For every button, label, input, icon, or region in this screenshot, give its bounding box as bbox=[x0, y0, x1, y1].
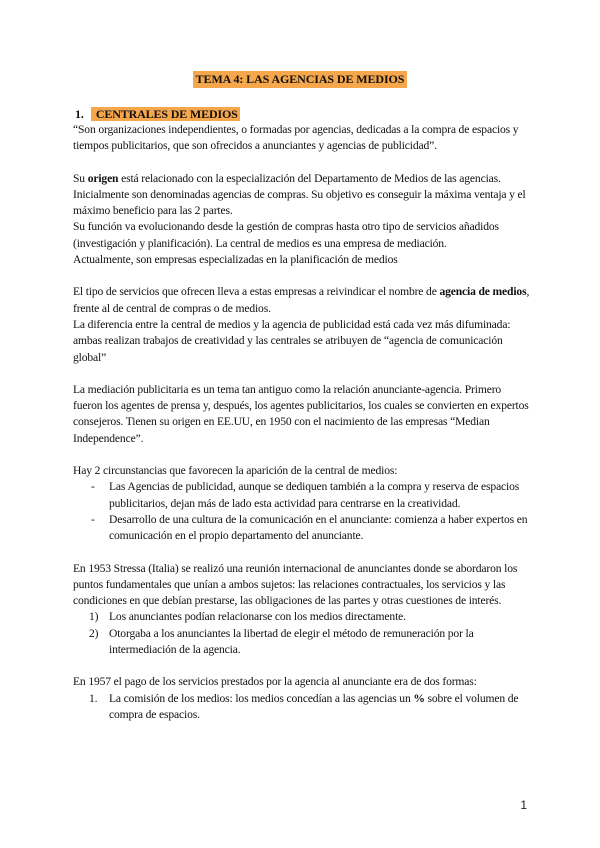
list-item-text: Desarrollo de una cultura de la comunicación en el anunciante: comienza a haber expertos en comunicación en el propio departamento del anunciante. bbox=[109, 512, 528, 543]
spacer bbox=[73, 155, 533, 171]
text-run: , frente al de central de compras o de medios. bbox=[73, 285, 530, 315]
paragraph-actualmente: Actualmente, son empresas especializadas en la planificación de medios bbox=[73, 253, 398, 267]
document-title: TEMA 4: LAS AGENCIAS DE MEDIOS bbox=[193, 71, 408, 88]
list-marker: 1) bbox=[89, 610, 99, 624]
bold-term-agencia-medios: agencia de medios bbox=[439, 285, 527, 299]
formas-1957-list bbox=[73, 691, 533, 724]
paragraph-mediacion: La mediación publicitaria es un tema tan antiguo como la relación anunciante-agencia. Primero fueron los agentes de prensa y, después, los agentes publicitarios, los cuales se convierten en expertos consejeros. Tienen su origen en EE.UU, en 1950 con el nacimiento de las empresas “Median Independence”. bbox=[73, 382, 529, 445]
list-item bbox=[73, 609, 533, 625]
definition-quote: “Son organizaciones independientes, o formadas por agencias, dedicadas a la compra de espacios y tiempos publicitarios, que son ofrecidos a anunciantes y agencias de publicidad”. bbox=[73, 123, 519, 153]
paragraph-tipo-servicios bbox=[73, 284, 533, 317]
paragraph-funcion: Su función va evolucionando desde la gestión de compras hasta otro tipo de servicios añadidos (investigación y planificación). La central de medios es una empresa de mediación. bbox=[73, 220, 499, 250]
spacer bbox=[73, 658, 533, 674]
text-run: Su bbox=[73, 171, 88, 185]
section-heading-highlight bbox=[75, 107, 240, 121]
paragraph-circunstancias: Hay 2 circunstancias que favorecen la aparición de la central de medios: bbox=[73, 464, 398, 478]
list-item bbox=[73, 626, 533, 659]
spacer bbox=[73, 268, 533, 284]
paragraph-1953: En 1953 Stressa (Italia) se realizó una reunión internacional de anunciantes donde se abordaron los puntos fundamentales que unían a ambos sujetos: las relaciones contractuales, los servicios y las condiciones en que debían prestarse, las obligaciones de las partes y otras cuestiones de interés. bbox=[73, 561, 518, 608]
list-marker: 2) bbox=[89, 626, 99, 640]
list-item-text: Los anunciantes podían relacionarse con los medios directamente. bbox=[109, 610, 406, 624]
list-item bbox=[73, 512, 533, 545]
paragraph-1957: En 1957 el pago de los servicios prestados por la agencia al anunciante era de dos formas: bbox=[73, 675, 477, 689]
page-number: 1 bbox=[520, 798, 527, 812]
list-item-text: Otorgaba a los anunciantes la libertad de elegir el método de remuneración por la intermediación de la agencia. bbox=[109, 626, 474, 657]
list-marker: 1. bbox=[89, 691, 98, 705]
document-body bbox=[73, 106, 533, 723]
spacer bbox=[73, 366, 533, 382]
text-run: sobre el volumen de compra de espacios. bbox=[109, 691, 519, 721]
puntos-1953-list bbox=[73, 609, 533, 658]
section-number: 1. bbox=[75, 107, 84, 121]
list-item bbox=[73, 691, 533, 724]
title-container bbox=[0, 70, 600, 88]
list-marker: - bbox=[91, 512, 95, 526]
text-run: está relacionado con la especialización del Departamento de Medios de las agencias. Inicialmente son denominadas agencias de compras. Su objetivo es conseguir la máxima ventaja y el máximo beneficio para las 2 partes. bbox=[73, 171, 526, 218]
circunstancias-list bbox=[73, 479, 533, 544]
paragraph-diferencia: La diferencia entre la central de medios y la agencia de publicidad está cada vez más difuminada: ambas realizan trabajos de creatividad y las centrales se atribuyen de “agencia de comunicación global” bbox=[73, 317, 511, 364]
spacer bbox=[73, 545, 533, 561]
text-run: El tipo de servicios que ofrecen lleva a estas empresas a reivindicar el nombre de bbox=[73, 285, 440, 299]
spacer bbox=[73, 447, 533, 463]
bold-term-percent: % bbox=[413, 691, 425, 705]
list-item-text: Las Agencias de publicidad, aunque se dediquen también a la compra y reserva de espacios publicitarios, dejan más de lado esta actividad para centrarse en la creatividad. bbox=[109, 480, 520, 510]
section-heading bbox=[73, 106, 533, 122]
list-item bbox=[73, 479, 533, 512]
section-label: CENTRALES DE MEDIOS bbox=[95, 107, 238, 121]
text-run: La comisión de los medios: los medios concedían a las agencias un bbox=[109, 691, 414, 705]
list-marker: - bbox=[91, 480, 95, 494]
paragraph-origen bbox=[73, 171, 533, 220]
bold-term-origen: origen bbox=[87, 171, 119, 185]
